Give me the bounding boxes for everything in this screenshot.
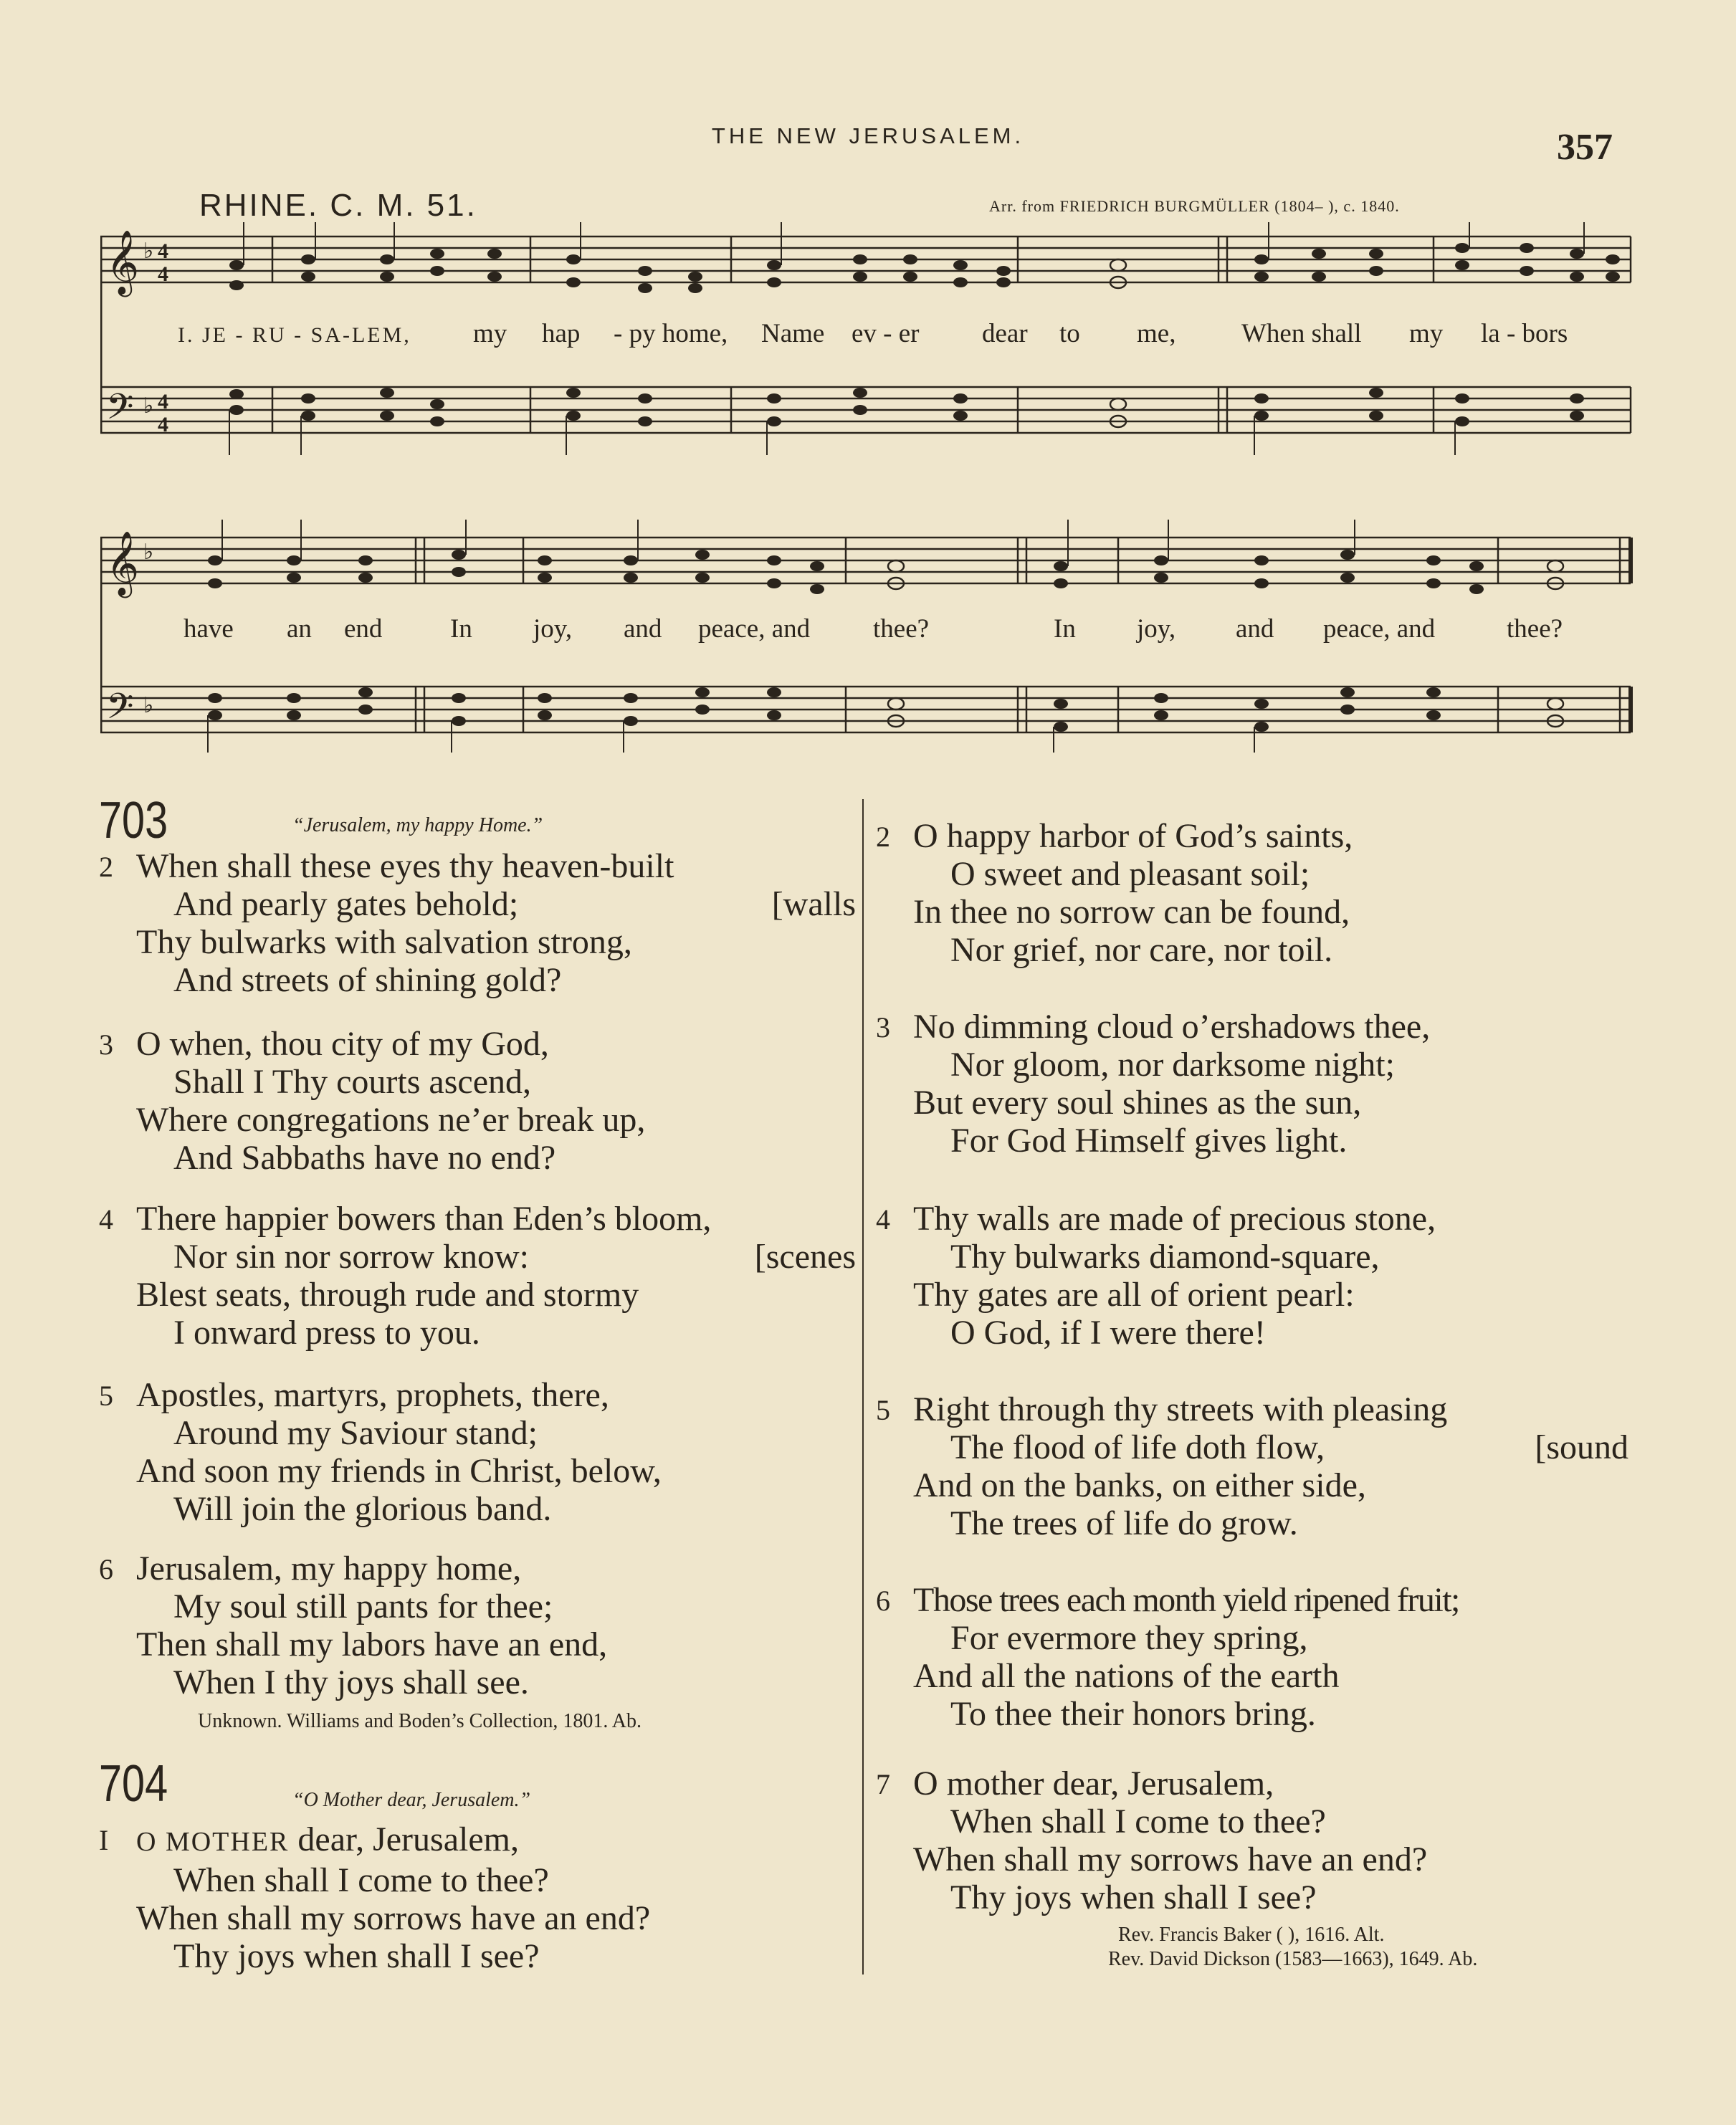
svg-text:4: 4 xyxy=(158,262,168,286)
stanza xyxy=(876,1765,1628,1916)
lyric-syllable: Name xyxy=(761,319,825,348)
verse-line: Nor grief, nor care, nor toil. xyxy=(950,931,1333,969)
attribution: Unknown. Williams and Boden’s Collection, 1801. Ab. xyxy=(198,1710,642,1732)
verse-line: And pearly gates behold; [walls xyxy=(173,885,856,923)
verse-line: And on the banks, on either side, xyxy=(913,1466,1366,1504)
verse-line: There happier bowers than Eden’s bloom, xyxy=(136,1200,712,1238)
lyric-syllable: ev - er xyxy=(852,319,920,348)
lyric-syllable: an xyxy=(287,614,312,644)
hymn-title: “O Mother dear, Jerusalem.” xyxy=(292,1789,531,1811)
verse-number: 5 xyxy=(876,1394,890,1426)
lyric-syllable: and xyxy=(1236,614,1274,644)
lyric-syllable: joy, xyxy=(533,614,573,644)
carry-over: [sound xyxy=(1535,1428,1628,1466)
svg-text:4: 4 xyxy=(158,390,168,414)
verse-number: 2 xyxy=(99,851,113,883)
hymn-number: 703 xyxy=(99,792,168,849)
verse-line: Thy walls are made of precious stone, xyxy=(913,1200,1436,1238)
stanza xyxy=(876,1200,1628,1352)
verse-line: When shall I come to thee? xyxy=(950,1802,1326,1840)
carry-over: [walls xyxy=(771,885,856,923)
verse-number: I xyxy=(99,1824,109,1856)
stanza xyxy=(99,1025,856,1177)
lyric-syllable: peace, and xyxy=(698,614,811,644)
verse-number: 5 xyxy=(99,1380,113,1412)
verse-number: 4 xyxy=(99,1203,113,1236)
verse-line: Nor sin nor sorrow know: [scenes xyxy=(173,1238,856,1276)
verse-line: When shall I come to thee? xyxy=(173,1861,549,1899)
lyric-syllable: thee? xyxy=(873,614,930,644)
verse-line: O when, thou city of my God, xyxy=(136,1025,549,1063)
lyric-syllable: In xyxy=(1054,614,1076,644)
stanza xyxy=(876,1581,1628,1733)
verse-line: When shall these eyes thy heaven-built xyxy=(136,847,674,885)
verse-line: To thee their honors bring. xyxy=(950,1695,1316,1733)
lyric-syllable: I. JE - RU - SA-LEM, xyxy=(178,323,411,347)
stanza xyxy=(99,847,856,999)
svg-text:𝄞: 𝄞 xyxy=(106,230,140,295)
verse-line: When shall my sorrows have an end? xyxy=(913,1840,1428,1878)
stanza xyxy=(99,1200,856,1352)
verse-line: In thee no sorrow can be found, xyxy=(913,893,1350,931)
verse-line: Thy bulwarks diamond-square, xyxy=(950,1238,1380,1276)
lyric-syllable: hap xyxy=(542,319,581,348)
verse-line: Thy joys when shall I see? xyxy=(950,1878,1317,1916)
attribution: Rev. Francis Baker ( ), 1616. Alt. xyxy=(1118,1924,1385,1946)
stanza xyxy=(876,1008,1628,1160)
svg-text:𝄢: 𝄢 xyxy=(106,686,134,736)
running-title: THE NEW JERUSALEM. xyxy=(711,123,1025,148)
verse-line: But every soul shines as the sun, xyxy=(913,1084,1362,1122)
verse-number: 4 xyxy=(876,1203,890,1236)
verse-line: No dimming cloud o’ershadows thee, xyxy=(913,1008,1431,1046)
verse-number: 7 xyxy=(876,1768,890,1800)
verse-line: And all the nations of the earth xyxy=(913,1657,1340,1695)
stanza xyxy=(876,1390,1628,1542)
verse-line: I onward press to you. xyxy=(173,1314,480,1352)
verse-line: For God Himself gives light. xyxy=(950,1122,1348,1160)
carry-over: [scenes xyxy=(754,1238,856,1276)
verse-line: O mother dear, Jerusalem, xyxy=(913,1765,1274,1802)
verse-line: Jerusalem, my happy home, xyxy=(136,1549,522,1587)
verse-line: O MOTHER dear, Jerusalem, xyxy=(136,1820,519,1858)
verse-line: When I thy joys shall see. xyxy=(173,1663,529,1701)
verse-line: Thy bulwarks with salvation strong, xyxy=(136,923,632,961)
lyric-syllable: me, xyxy=(1137,319,1176,348)
svg-text:𝄞: 𝄞 xyxy=(106,531,140,596)
page-number: 357 xyxy=(1557,127,1613,168)
verse-line: Around my Saviour stand; xyxy=(173,1414,538,1452)
verse-number: 6 xyxy=(876,1585,890,1617)
svg-text:♭: ♭ xyxy=(143,693,154,718)
stanza xyxy=(99,1376,856,1528)
hymn-title: “Jerusalem, my happy Home.” xyxy=(292,814,543,836)
lyric-syllable: la - bors xyxy=(1481,319,1568,348)
lyric-syllable: When shall xyxy=(1241,319,1362,348)
verse-line: For evermore they spring, xyxy=(950,1619,1308,1657)
verse-line: The flood of life doth flow, [sound xyxy=(950,1428,1628,1466)
svg-text:♭: ♭ xyxy=(143,393,154,419)
tune-name: RHINE. C. M. 51. xyxy=(199,188,477,223)
verse-line: My soul still pants for thee; xyxy=(173,1587,553,1625)
hymn-number: 704 xyxy=(99,1755,168,1813)
lyric-syllable: - py home, xyxy=(614,319,728,348)
stanza xyxy=(99,1820,856,1975)
lyric-syllable: joy, xyxy=(1137,614,1176,644)
verse-line: O sweet and pleasant soil; xyxy=(950,855,1310,893)
svg-text:♭: ♭ xyxy=(143,239,154,264)
verse-line: Blest seats, through rude and stormy xyxy=(136,1276,639,1314)
lyric-syllable: have xyxy=(183,614,234,644)
verse-line: Right through thy streets with pleasing xyxy=(913,1390,1448,1428)
column-divider xyxy=(862,799,864,1974)
stanza xyxy=(99,1549,856,1701)
verse-line: And streets of shining gold? xyxy=(173,961,562,999)
svg-text:4: 4 xyxy=(158,239,168,263)
verse-line: Then shall my labors have an end, xyxy=(136,1625,608,1663)
verse-number: 6 xyxy=(99,1553,113,1585)
verse-line: Those trees each month yield ripened fruit; xyxy=(913,1581,1459,1619)
svg-text:4: 4 xyxy=(158,413,168,436)
attribution: Rev. David Dickson (1583—1663), 1649. Ab. xyxy=(1108,1948,1478,1970)
verse-line: Where congregations ne’er break up, xyxy=(136,1101,646,1139)
stanza xyxy=(876,817,1628,969)
verse-line: Nor gloom, nor darksome night; xyxy=(950,1046,1395,1084)
lyric-syllable: peace, and xyxy=(1323,614,1436,644)
verse-number: 2 xyxy=(876,821,890,853)
verse-line: When shall my sorrows have an end? xyxy=(136,1899,651,1937)
lyric-syllable: dear xyxy=(982,319,1028,348)
verse-number: 3 xyxy=(99,1028,113,1061)
svg-text:♭: ♭ xyxy=(143,540,154,565)
verse-line: The trees of life do grow. xyxy=(950,1504,1298,1542)
verse-line: And soon my friends in Christ, below, xyxy=(136,1452,662,1490)
svg-text:𝄢: 𝄢 xyxy=(106,386,134,436)
lyric-syllable: thee? xyxy=(1507,614,1563,644)
lyric-syllable: my xyxy=(473,319,507,348)
verse-line: Shall I Thy courts ascend, xyxy=(173,1063,532,1101)
verse-number: 3 xyxy=(876,1011,890,1044)
verse-line: And Sabbaths have no end? xyxy=(173,1139,556,1177)
verse-line: Thy joys when shall I see? xyxy=(173,1937,540,1975)
lyric-syllable: to xyxy=(1059,319,1080,348)
verse-line: Will join the glorious band. xyxy=(173,1490,552,1528)
verse-line: O happy harbor of God’s saints, xyxy=(913,817,1353,855)
lyric-syllable: and xyxy=(624,614,662,644)
lyric-syllable: my xyxy=(1409,319,1444,348)
verse-line: O God, if I were there! xyxy=(950,1314,1266,1352)
lyric-syllable: In xyxy=(450,614,472,644)
composer-credit: Arr. from FRIEDRICH BURGMÜLLER (1804– ), c. 1840. xyxy=(989,197,1400,215)
verse-line: Thy gates are all of orient pearl: xyxy=(913,1276,1355,1314)
lyric-syllable: end xyxy=(344,614,383,644)
verse-line: Apostles, martyrs, prophets, there, xyxy=(136,1376,609,1414)
